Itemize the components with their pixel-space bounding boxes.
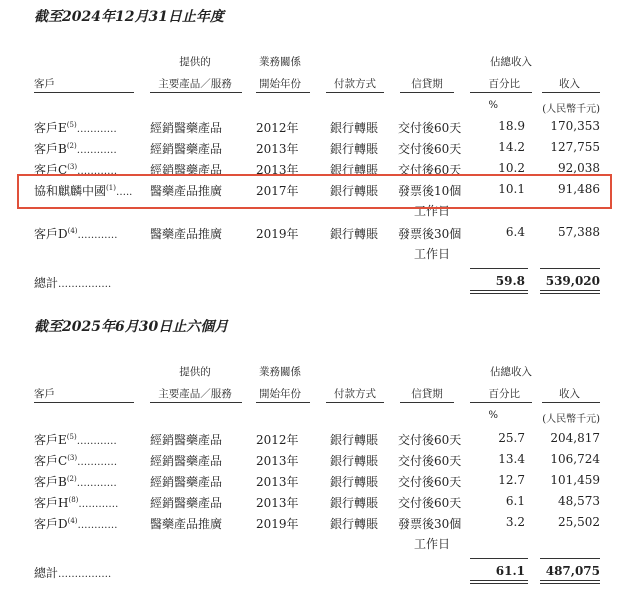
footnote-ref: (5) <box>66 121 77 129</box>
product-cell: 經銷醫藥產品 <box>150 475 223 489</box>
pct-cell: 18.9 <box>498 119 525 133</box>
customer-label: 客戶D <box>34 517 68 531</box>
revenue-cell: 101,459 <box>550 473 600 487</box>
credit-cell: 發票後10個 <box>398 184 462 198</box>
leader-dots: ………… <box>76 436 117 447</box>
footnote-ref: (4) <box>67 227 78 235</box>
pct-cell: 6.4 <box>505 225 525 239</box>
pct-unit: % <box>488 410 498 421</box>
product-cell: 經銷醫藥產品 <box>150 433 223 447</box>
header-year-line1: 業務關係 <box>259 56 301 68</box>
header-product-line1: 提供的 <box>179 366 211 378</box>
total-double-rule <box>470 580 528 584</box>
pct-cell: 3.2 <box>505 515 525 529</box>
total-rule-top <box>470 268 528 269</box>
revenue-cell: 127,755 <box>550 140 600 154</box>
pct-cell: 6.1 <box>505 494 525 508</box>
credit-cell: 交付後60天 <box>398 454 462 468</box>
leader-dots: ………… <box>76 145 117 156</box>
customer-label: 客戶B <box>34 142 67 156</box>
leader-dots: ……………. <box>58 569 112 580</box>
highlight-box <box>17 174 612 209</box>
total-double-rule <box>540 290 600 294</box>
total-label <box>34 564 111 581</box>
credit-cell: 交付後60天 <box>398 142 462 156</box>
customer-name <box>34 140 117 157</box>
header-underline <box>400 92 454 93</box>
header-year-line2: 開始年份 <box>259 78 301 90</box>
payment-cell: 銀行轉賬 <box>330 121 379 135</box>
header-customer: 客戶 <box>34 388 55 400</box>
header-pct-line2: 百分比 <box>488 78 520 90</box>
header-underline <box>470 402 532 403</box>
credit-cell: 發票後30個 <box>398 227 462 241</box>
header-credit: 信貸期 <box>411 78 443 90</box>
customer-name <box>34 452 117 469</box>
revenue-cell: 25,502 <box>558 515 600 529</box>
pct-cell: 12.7 <box>498 473 525 487</box>
payment-cell: 銀行轉賬 <box>330 163 379 177</box>
credit-cell: 交付後60天 <box>398 496 462 510</box>
leader-dots: ……………. <box>58 279 112 290</box>
product-cell: 經銷醫藥產品 <box>150 496 223 510</box>
year-cell: 2019年 <box>256 227 299 241</box>
year-cell: 2012年 <box>256 433 299 447</box>
payment-cell: 銀行轉賬 <box>330 142 379 156</box>
credit-cell: 交付後60天 <box>398 163 462 177</box>
footnote-ref: (1) <box>106 184 116 192</box>
customer-label: 客戶D <box>34 227 68 241</box>
header-customer: 客戶 <box>34 78 55 90</box>
customer-label: 客戶H <box>34 496 69 510</box>
header-underline <box>470 92 532 93</box>
customer-label: 客戶C <box>34 454 68 468</box>
leader-dots: ………… <box>78 499 119 510</box>
customer-label: 客戶C <box>34 163 68 177</box>
customer-name <box>34 515 118 532</box>
customer-name <box>34 431 117 448</box>
header-underline <box>542 92 600 93</box>
header-pct-line1: 佔總收入 <box>490 366 532 378</box>
total-label <box>34 274 111 291</box>
credit-cell: 發票後30個 <box>398 517 462 531</box>
year-cell: 2013年 <box>256 142 299 156</box>
credit-cell: 交付後60天 <box>398 121 462 135</box>
revenue-cell: 48,573 <box>558 494 600 508</box>
total-double-rule <box>470 290 528 294</box>
customer-label: 客戶B <box>34 475 67 489</box>
total-pct: 61.1 <box>495 564 525 578</box>
header-payment: 付款方式 <box>334 388 376 400</box>
credit-cell: 交付後60天 <box>398 475 462 489</box>
footnote-ref: (8) <box>68 496 79 504</box>
pct-unit: % <box>488 100 498 111</box>
footnote-ref: (3) <box>67 163 78 171</box>
leader-dots: ………… <box>76 124 117 135</box>
total-pct: 59.8 <box>495 274 525 288</box>
payment-cell: 銀行轉賬 <box>330 496 379 510</box>
header-product-line2: 主要產品／服務 <box>158 78 232 90</box>
payment-cell: 銀行轉賬 <box>330 475 379 489</box>
leader-dots: ………… <box>76 478 117 489</box>
total-revenue: 487,075 <box>545 564 600 578</box>
payment-cell: 銀行轉賬 <box>330 227 379 241</box>
customer-label: 客戶E <box>34 121 67 135</box>
credit-cell: 交付後60天 <box>398 433 462 447</box>
year-cell: 2013年 <box>256 496 299 510</box>
leader-dots: ………… <box>77 230 118 241</box>
product-cell: 醫藥產品推廣 <box>150 517 223 531</box>
total-rule-top <box>540 558 600 559</box>
credit-cell-line2: 工作日 <box>414 537 451 551</box>
header-underline <box>34 92 134 93</box>
credit-cell-line2: 工作日 <box>414 204 451 218</box>
header-product-line1: 提供的 <box>179 56 211 68</box>
leader-dots: ………… <box>77 520 118 531</box>
product-cell: 醫藥產品推廣 <box>150 184 223 198</box>
product-cell: 醫藥產品推廣 <box>150 227 223 241</box>
total-text: 總計 <box>34 276 59 290</box>
header-product-line2: 主要產品／服務 <box>158 388 232 400</box>
payment-cell: 銀行轉賬 <box>330 454 379 468</box>
header-payment: 付款方式 <box>334 78 376 90</box>
total-double-rule <box>540 580 600 584</box>
footnote-ref: (2) <box>66 142 77 150</box>
revenue-unit: (人民幣千元) <box>542 104 600 115</box>
leader-dots: ….. <box>115 187 133 198</box>
header-underline <box>326 92 384 93</box>
revenue-cell: 92,038 <box>558 161 600 175</box>
credit-cell-line2: 工作日 <box>414 247 451 261</box>
customer-label: 協和麒麟中國 <box>34 184 107 198</box>
total-revenue: 539,020 <box>545 274 600 288</box>
year-cell: 2019年 <box>256 517 299 531</box>
header-underline <box>34 402 134 403</box>
year-cell: 2013年 <box>256 475 299 489</box>
product-cell: 經銷醫藥產品 <box>150 142 223 156</box>
total-rule-top <box>470 558 528 559</box>
header-underline <box>150 92 242 93</box>
header-underline <box>400 402 454 403</box>
customer-name <box>34 225 118 242</box>
pct-cell: 10.2 <box>498 161 525 175</box>
revenue-cell: 57,388 <box>558 225 600 239</box>
header-credit: 信貸期 <box>411 388 443 400</box>
customer-name <box>34 473 117 490</box>
revenue-cell: 91,486 <box>558 182 600 196</box>
header-year-line2: 開始年份 <box>259 388 301 400</box>
payment-cell: 銀行轉賬 <box>330 517 379 531</box>
header-pct-line1: 佔總收入 <box>490 56 532 68</box>
total-text: 總計 <box>34 566 59 580</box>
pct-cell: 13.4 <box>498 452 525 466</box>
pct-cell: 10.1 <box>498 182 525 196</box>
header-underline <box>326 402 384 403</box>
revenue-unit: (人民幣千元) <box>542 414 600 425</box>
pct-cell: 14.2 <box>498 140 525 154</box>
customer-name <box>34 494 118 511</box>
year-cell: 2013年 <box>256 163 299 177</box>
year-cell: 2012年 <box>256 121 299 135</box>
pct-cell: 25.7 <box>498 431 525 445</box>
year-cell: 2013年 <box>256 454 299 468</box>
payment-cell: 銀行轉賬 <box>330 184 379 198</box>
total-rule-top <box>540 268 600 269</box>
section-title: 截至2024年12月31日止年度 <box>34 9 224 25</box>
section-title: 截至2025年6月30日止六個月 <box>34 319 229 335</box>
product-cell: 經銷醫藥產品 <box>150 163 223 177</box>
product-cell: 經銷醫藥產品 <box>150 454 223 468</box>
header-revenue: 收入 <box>559 388 580 400</box>
revenue-cell: 204,817 <box>550 431 600 445</box>
header-year-line1: 業務關係 <box>259 366 301 378</box>
header-underline <box>256 402 310 403</box>
leader-dots: ………… <box>77 457 118 468</box>
revenue-cell: 170,353 <box>550 119 600 133</box>
leader-dots: ………… <box>77 166 118 177</box>
header-underline <box>150 402 242 403</box>
revenue-cell: 106,724 <box>550 452 600 466</box>
header-pct-line2: 百分比 <box>488 388 520 400</box>
header-revenue: 收入 <box>559 78 580 90</box>
product-cell: 經銷醫藥產品 <box>150 121 223 135</box>
payment-cell: 銀行轉賬 <box>330 433 379 447</box>
footnote-ref: (5) <box>66 433 77 441</box>
customer-label: 客戶E <box>34 433 67 447</box>
footnote-ref: (4) <box>67 517 78 525</box>
year-cell: 2017年 <box>256 184 299 198</box>
footnote-ref: (2) <box>66 475 77 483</box>
header-underline <box>542 402 600 403</box>
header-underline <box>256 92 310 93</box>
customer-name <box>34 119 117 136</box>
footnote-ref: (3) <box>67 454 78 462</box>
